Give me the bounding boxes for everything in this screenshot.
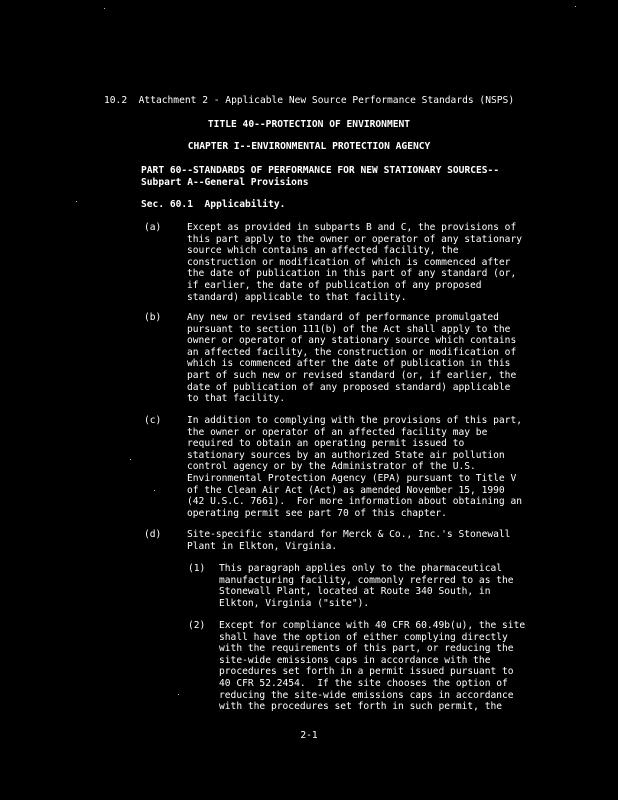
chapter-line: CHAPTER I--ENVIRONMENTAL PROTECTION AGENCY [187, 141, 431, 152]
scan-speck [154, 490, 155, 491]
subparagraph-text: This paragraph applies only to the pharmaceutical manufacturing facility, commonly referred to as the Stonewall Plant, located at Route 340 South, in Elkton, Virginia ("site"). [219, 563, 514, 609]
page-number: 2-1 [300, 730, 318, 741]
scan-speck [575, 6, 576, 7]
subparagraph-text: Except for compliance with 40 CFR 60.49b(u), the site shall have the option of either complying directly with the requirements of this part, or reducing the site-wide emissions caps in accordance with the procedures set forth in a permit issued pursuant to 40 CFR 52.2454. If the site chooses the option of reducing the site-wide emissions caps in accordance with the procedures set forth in such permit, the [219, 620, 526, 713]
paragraph-text: In addition to complying with the provisions of this part, the owner or operator of an affected facility may be required to obtain an operating permit issued to stationary sources by an authorized State air pollution control agency or by the Administrator of the U.S. Environmental Protection Agency (EPA) pursuant to Title V of the Clean Air Act (Act) as amended November 15, 1990 (42 U.S.C. 7661). For more information about obtaining an operating permit see part 70 of this chapter. [187, 415, 523, 519]
subparagraph-label: (1) [188, 563, 206, 574]
subparagraph-label: (2) [188, 620, 206, 631]
paragraph-text: Any new or revised standard of performance promulgated pursuant to section 111(b) of the Act shall apply to the owner or operator of any stationary source which contains an affected facility, the construction or modification of which is commenced after the date of publication in this part of such new or revised standard (or, if earlier, the date of publication of any proposed standard) applicable to that facility. [187, 312, 517, 405]
paragraph-label: (d) [144, 529, 162, 540]
scan-speck [178, 694, 179, 695]
paragraph-text: Site-specific standard for Merck & Co., Inc.'s Stonewall Plant in Elkton, Virginia. [187, 529, 511, 552]
scan-speck [104, 8, 105, 9]
part-line: PART 60--STANDARDS OF PERFORMANCE FOR NEW STATIONARY SOURCES-- [141, 165, 500, 176]
paragraph-label: (b) [144, 312, 162, 323]
section-line: Sec. 60.1 Applicability. [141, 199, 286, 210]
title-line: TITLE 40--PROTECTION OF ENVIRONMENT [207, 119, 411, 130]
scan-speck [130, 459, 131, 460]
paragraph-text: Except as provided in subparts B and C, the provisions of this part apply to the owner or operator of any stationary source which contains an affected facility, the construction or modification of which is commenced after the date of publication in this part of any standard (or, if earlier, the date of publication of any proposed standard) applicable to that facility. [187, 222, 523, 303]
subpart-line: Subpart A--General Provisions [141, 177, 309, 188]
scan-speck [76, 201, 77, 202]
section-heading: 10.2 Attachment 2 - Applicable New Source Performance Standards (NSPS) [104, 95, 515, 106]
paragraph-label: (a) [144, 222, 162, 233]
paragraph-label: (c) [144, 415, 162, 426]
